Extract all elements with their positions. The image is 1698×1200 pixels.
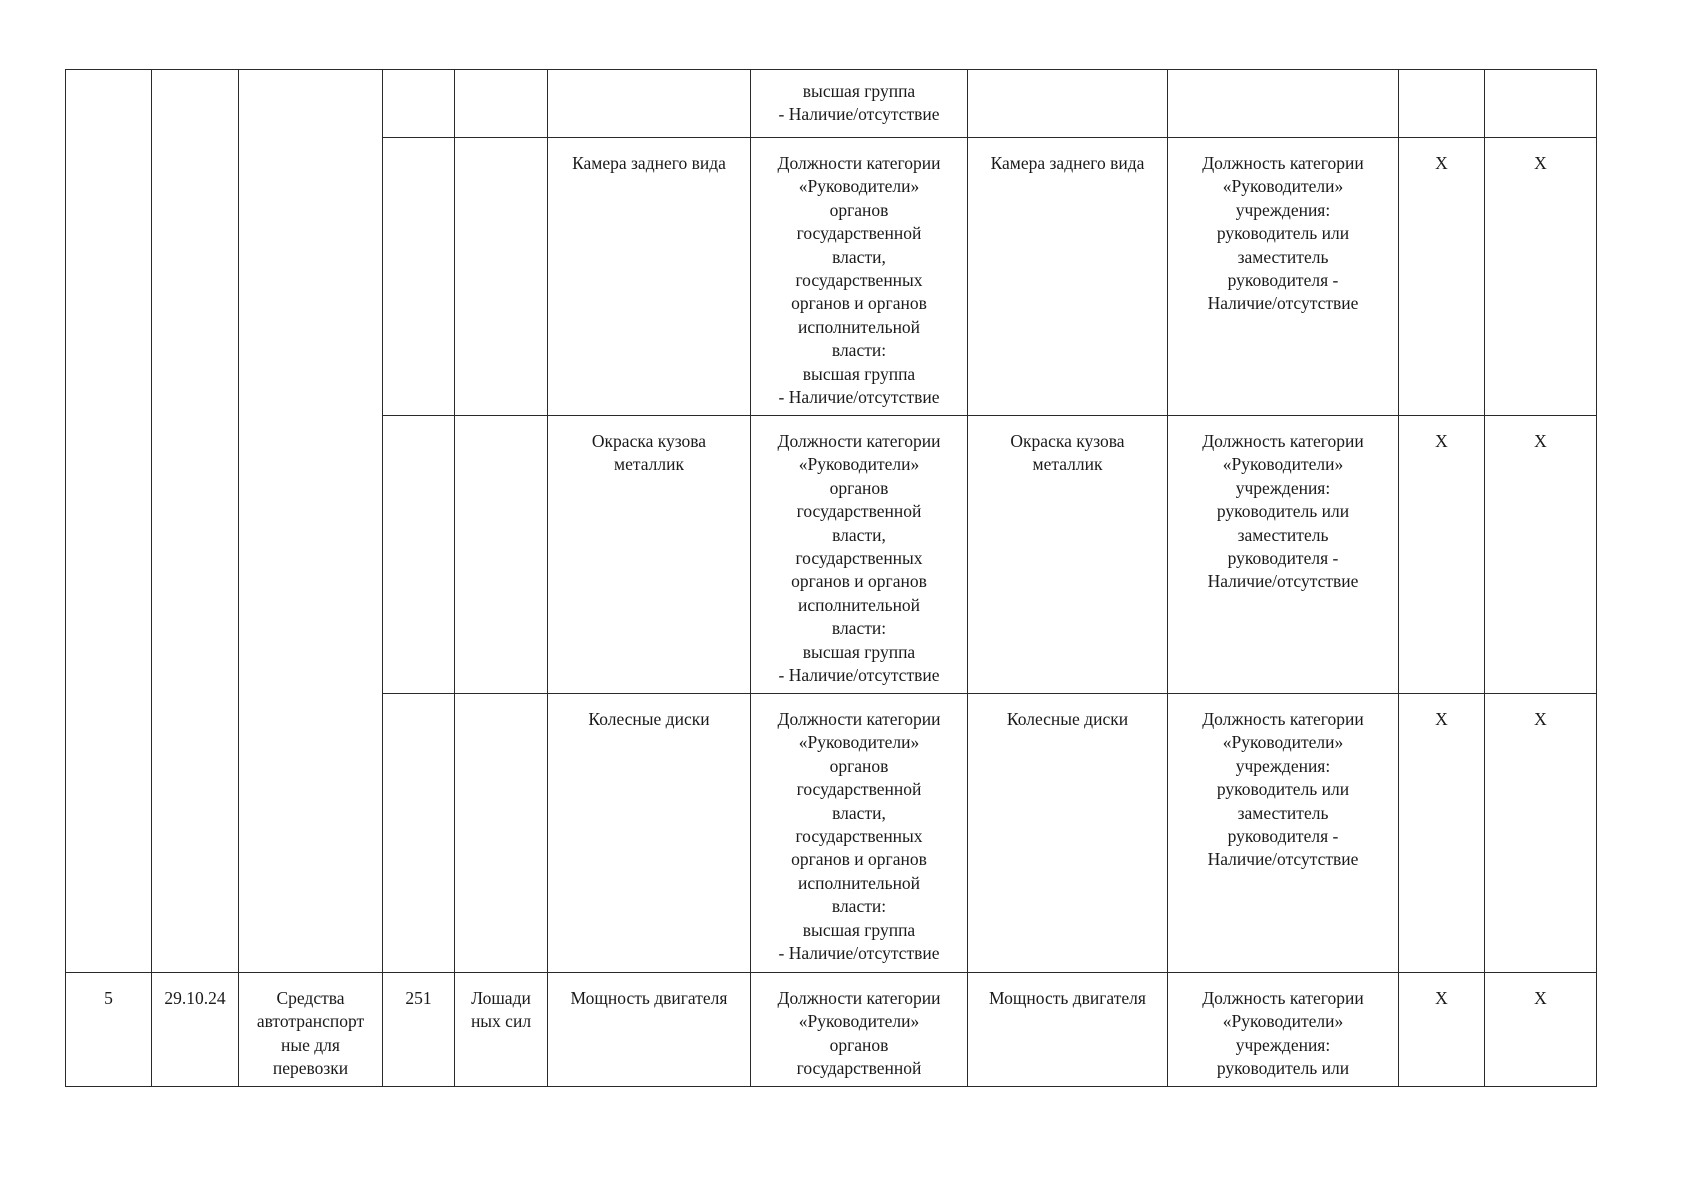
- cell-text: X: [1534, 431, 1547, 451]
- cell-text: Должности категории «Руководители» органов государственной власти, государственных органов и органов исполнительной власти: высшая группа - Наличие/отсутствие: [777, 153, 941, 408]
- cell-mark: [1399, 138, 1485, 416]
- cell-code-empty: [383, 138, 455, 416]
- cell-text: X: [1435, 709, 1448, 729]
- cell-unit-empty: [455, 416, 548, 694]
- cell-characteristic: [548, 138, 751, 416]
- cell-position-requirement: [1168, 416, 1399, 694]
- cell-text: X: [1534, 988, 1547, 1008]
- cell-text: Должности категории «Руководители» органов государственной власти, государственных органов и органов исполнительной власти: высшая группа - Наличие/отсутствие: [777, 709, 941, 964]
- cell-number-empty: [66, 70, 152, 973]
- cell-mark-empty: [1399, 70, 1485, 138]
- cell-mark: [1485, 973, 1597, 1087]
- cell-code-empty: [383, 70, 455, 138]
- cell-text: 29.10.24: [164, 988, 226, 1008]
- cell-text: X: [1534, 709, 1547, 729]
- cell-text: X: [1534, 153, 1547, 173]
- cell-text: Средства автотранспорт ные для перевозки: [256, 988, 365, 1079]
- cell-name-empty: [239, 70, 383, 973]
- cell-characteristic: [968, 416, 1168, 694]
- cell-text: Должность категории «Руководители» учреждения: руководитель или заместитель руководителя - Наличие/отсутствие: [1202, 431, 1364, 592]
- cell-unit-empty: [455, 138, 548, 416]
- cell-date: [152, 973, 239, 1087]
- cell-mark: [1399, 416, 1485, 694]
- cell-mark-empty: [1485, 70, 1597, 138]
- cell-text: Окраска кузова металлик: [591, 431, 707, 475]
- cell-text: Должность категории «Руководители» учреждения: руководитель или заместитель руководителя - Наличие/отсутствие: [1202, 709, 1364, 870]
- cell-characteristic: [548, 416, 751, 694]
- cell-unit: [455, 973, 548, 1087]
- cell-mark: [1485, 694, 1597, 973]
- cell-number: [66, 973, 152, 1087]
- cell-position-empty: [1168, 70, 1399, 138]
- cell-text: Колесные диски: [588, 709, 710, 729]
- cell-position-requirement: [751, 416, 968, 694]
- cell-unit-empty: [455, 694, 548, 973]
- cell-code-empty: [383, 416, 455, 694]
- cell-characteristic: [548, 694, 751, 973]
- cell-characteristic: [968, 973, 1168, 1087]
- cell-mark: [1485, 138, 1597, 416]
- cell-characteristic: [968, 694, 1168, 973]
- cell-text: 251: [405, 988, 432, 1008]
- cell-characteristic-empty: [548, 70, 751, 138]
- cell-characteristic: [968, 138, 1168, 416]
- cell-date-empty: [152, 70, 239, 973]
- cell-mark: [1399, 694, 1485, 973]
- cell-position-requirement: [1168, 694, 1399, 973]
- cell-text: Должности категории «Руководители» органов государственной: [777, 988, 941, 1079]
- cell-text: Камера заднего вида: [990, 153, 1145, 173]
- cell-position-requirement: [751, 70, 968, 138]
- cell-text: X: [1435, 153, 1448, 173]
- cell-mark: [1485, 416, 1597, 694]
- cell-text: X: [1435, 988, 1448, 1008]
- cell-code-empty: [383, 694, 455, 973]
- cell-item-name: [239, 973, 383, 1087]
- cell-text: Камера заднего вида: [572, 153, 726, 173]
- cell-position-requirement: [751, 138, 968, 416]
- cell-text: Мощность двигателя: [570, 988, 728, 1008]
- cell-text: высшая группа - Наличие/отсутствие: [778, 81, 940, 125]
- cell-characteristic-empty: [968, 70, 1168, 138]
- cell-code: [383, 973, 455, 1087]
- cell-text: Должность категории «Руководители» учреждения: руководитель или заместитель руководителя - Наличие/отсутствие: [1202, 153, 1364, 314]
- cell-text: Лошади ных сил: [470, 988, 532, 1032]
- cell-unit-empty: [455, 70, 548, 138]
- cell-mark: [1399, 973, 1485, 1087]
- cell-text: Окраска кузова металлик: [1010, 431, 1125, 475]
- cell-text: Должности категории «Руководители» органов государственной власти, государственных органов и органов исполнительной власти: высшая группа - Наличие/отсутствие: [777, 431, 941, 686]
- cell-text: Должность категории «Руководители» учреждения: руководитель или: [1202, 988, 1364, 1079]
- cell-position-requirement: [1168, 138, 1399, 416]
- requirements-table: [65, 69, 1597, 1087]
- cell-characteristic: [548, 973, 751, 1087]
- cell-text: Колесные диски: [1006, 709, 1129, 729]
- cell-text: Мощность двигателя: [989, 988, 1146, 1008]
- cell-position-requirement: [751, 973, 968, 1087]
- cell-text: X: [1435, 431, 1448, 451]
- table-row: [66, 70, 1597, 138]
- cell-position-requirement: [751, 694, 968, 973]
- table-row: [66, 973, 1597, 1087]
- cell-text: 5: [104, 988, 113, 1008]
- cell-position-requirement: [1168, 973, 1399, 1087]
